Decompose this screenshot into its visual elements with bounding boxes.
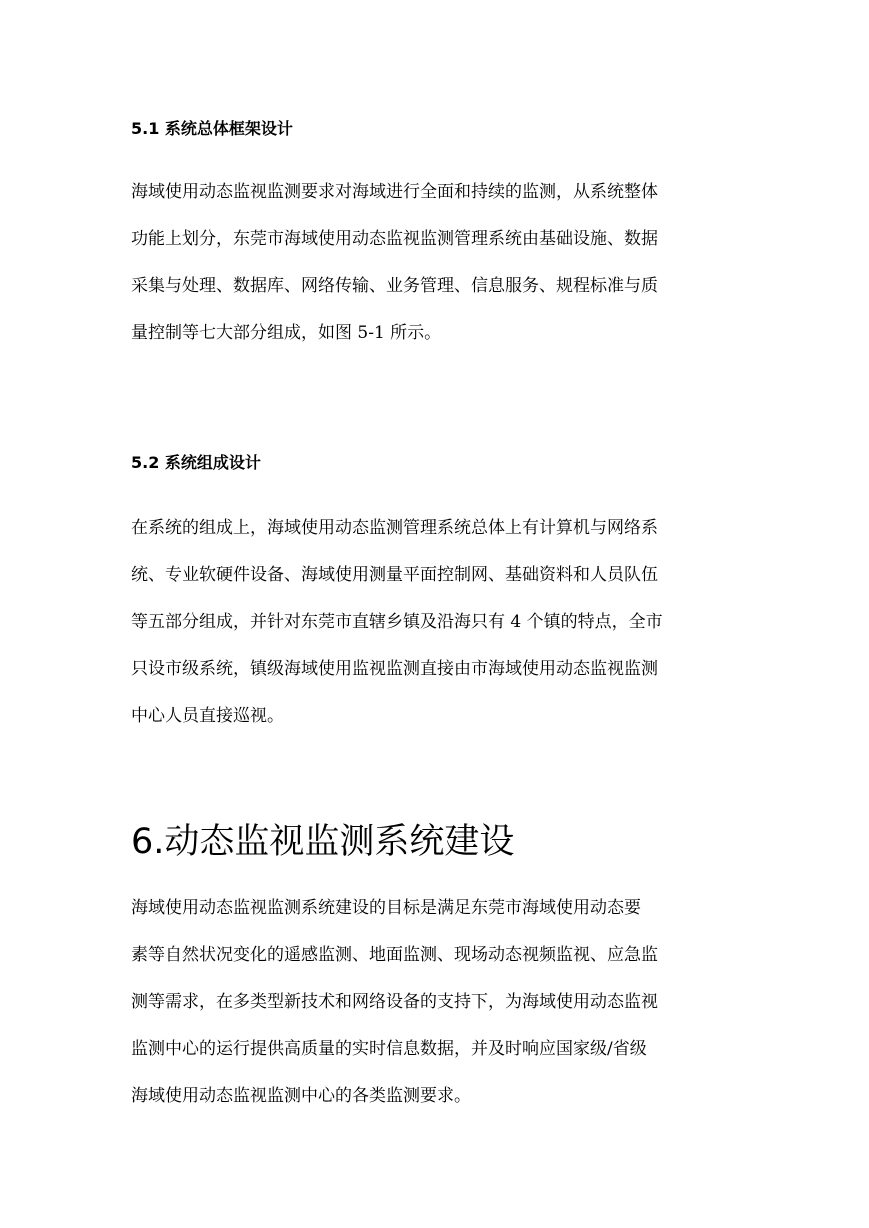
paragraph-line: 海域使用动态监视监测中心的各类监测要求。 [131,1086,471,1106]
section-heading-5-1: 5.1 系统总体框架设计 [131,119,293,138]
chapter-heading-6: 6.动态监视监测系统建设 [131,822,515,862]
paragraph-line: 素等自然状况变化的遥感监测、地面监测、现场动态视频监视、应急监 [131,945,658,965]
paragraph-line: 等五部分组成，并针对东莞市直辖乡镇及沿海只有 4 个镇的特点，全市 [131,612,663,632]
paragraph-line: 海域使用动态监视监测系统建设的目标是满足东莞市海域使用动态要 [131,898,641,918]
section-heading-5-2: 5.2 系统组成设计 [131,453,261,472]
paragraph-line: 在系统的组成上，海域使用动态监测管理系统总体上有计算机与网络系 [131,518,658,538]
paragraph-5-1 [131,182,771,370]
paragraph-line: 统、专业软硬件设备、海域使用测量平面控制网、基础资料和人员队伍 [131,565,658,585]
paragraph-line: 中心人员直接巡视。 [131,706,284,726]
paragraph-5-2 [131,518,771,753]
paragraph-line: 采集与处理、数据库、网络传输、业务管理、信息服务、规程标准与质 [131,276,658,296]
paragraph-line: 海域使用动态监视监测要求对海域进行全面和持续的监测，从系统整体 [131,182,658,202]
paragraph-line: 功能上划分，东莞市海域使用动态监视监测管理系统由基础设施、数据 [131,229,658,249]
paragraph-line: 测等需求，在多类型新技术和网络设备的支持下，为海域使用动态监视 [131,992,658,1012]
paragraph-line: 监测中心的运行提供高质量的实时信息数据，并及时响应国家级/省级 [131,1039,647,1059]
paragraph-6 [131,898,771,1133]
paragraph-line: 量控制等七大部分组成，如图 5-1 所示。 [131,323,442,343]
paragraph-line: 只设市级系统，镇级海域使用监视监测直接由市海域使用动态监视监测 [131,659,658,679]
